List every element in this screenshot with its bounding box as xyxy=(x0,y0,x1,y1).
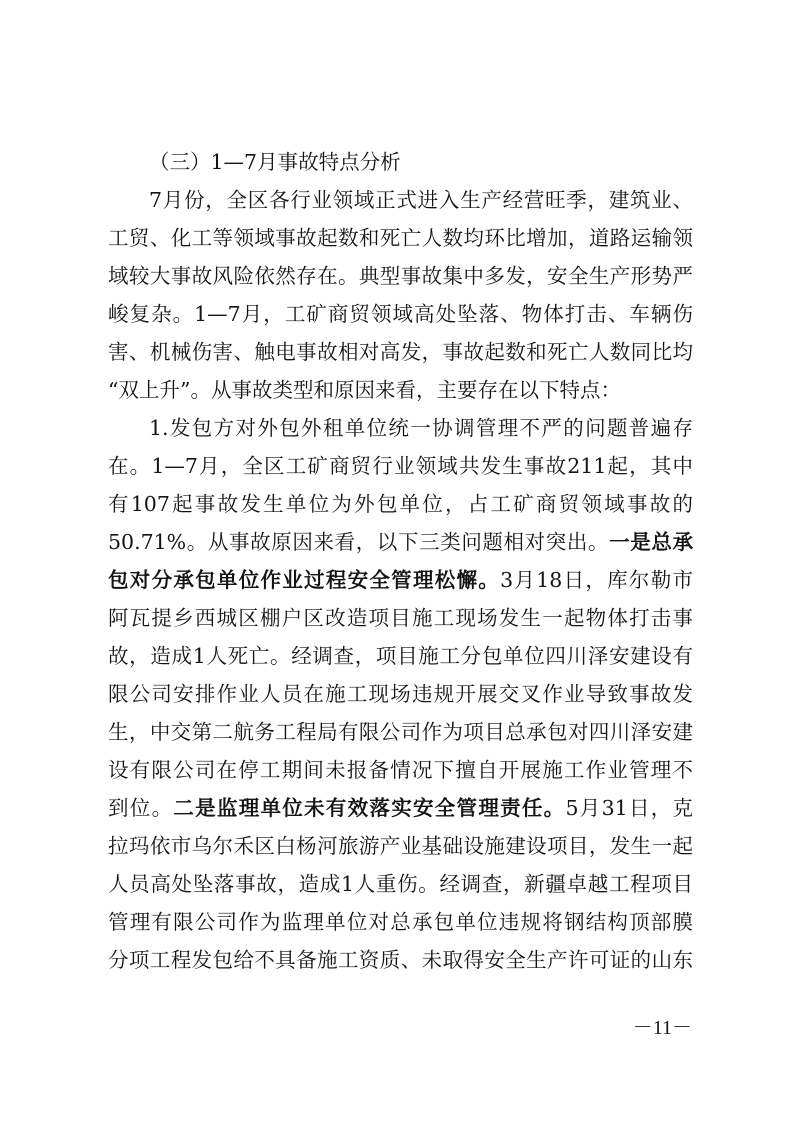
paragraph-line: 分项工程发包给不具备施工资质、未取得安全生产许可证的山东 xyxy=(108,948,693,972)
page-number: －11－ xyxy=(632,1017,692,1039)
emphasis-text: 包对分承包单位作业过程安全管理松懈。 xyxy=(108,568,501,592)
emphasis-text: 二是监理单位未有效落实安全管理责任。 xyxy=(173,796,566,820)
paragraph-line xyxy=(108,795,693,821)
paragraph-line: 阿瓦提乡西城区棚户区改造项目施工现场发生一起物体打击事 xyxy=(108,606,693,630)
paragraph-line: 生，中交第二航务工程局有限公司作为项目总承包对四川泽安建 xyxy=(108,720,693,744)
paragraph-line: 故，造成1人死亡。经调查，项目施工分包单位四川泽安建设有 xyxy=(108,644,693,668)
line-text: 到位。 xyxy=(108,796,174,820)
paragraph-line: 有107起事故发生单位为外包单位，占工矿商贸领域事故的 xyxy=(108,492,693,516)
emphasis-text: 一是总承 xyxy=(609,530,693,554)
paragraph-line: 域较大事故风险依然存在。典型事故集中多发，安全生产形势严 xyxy=(108,264,693,288)
paragraph-line: 7月份，全区各行业领域正式进入生产经营旺季，建筑业、 xyxy=(149,188,693,212)
paragraph-line: 在。1—7月，全区工矿商贸行业领域共发生事故211起，其中 xyxy=(108,454,693,478)
paragraph-line xyxy=(108,567,693,593)
section-heading: （三）1—7月事故特点分析 xyxy=(149,150,401,174)
line-text: 3月18日，库尔勒市 xyxy=(500,568,694,592)
paragraph-line: 人员高处坠落事故，造成1人重伤。经调查，新疆卓越工程项目 xyxy=(108,872,693,896)
paragraph-line: 管理有限公司作为监理单位对总承包单位违规将钢结构顶部膜 xyxy=(108,910,693,934)
line-text: 50.71%。从事故原因来看，以下三类问题相对突出。 xyxy=(108,530,610,554)
paragraph-line xyxy=(108,529,693,555)
paragraph-line: 工贸、化工等领域事故起数和死亡人数均环比增加，道路运输领 xyxy=(108,226,693,250)
line-text: 5月31日，克 xyxy=(565,796,694,820)
paragraph-line: 拉玛依市乌尔禾区白杨河旅游产业基础设施建设项目，发生一起 xyxy=(108,834,693,858)
paragraph-line: 限公司安排作业人员在施工现场违规开展交叉作业导致事故发 xyxy=(108,682,693,706)
paragraph-line: “双上升”。从事故类型和原因来看，主要存在以下特点： xyxy=(108,378,621,402)
paragraph-line: 1.发包方对外包外租单位统一协调管理不严的问题普遍存 xyxy=(149,416,693,440)
paragraph-line: 设有限公司在停工期间未报备情况下擅自开展施工作业管理不 xyxy=(108,758,693,782)
paragraph-line: 害、机械伤害、触电事故相对高发，事故起数和死亡人数同比均 xyxy=(108,340,693,364)
paragraph-line: 峻复杂。1—7月，工矿商贸领域高处坠落、物体打击、车辆伤 xyxy=(108,302,693,326)
